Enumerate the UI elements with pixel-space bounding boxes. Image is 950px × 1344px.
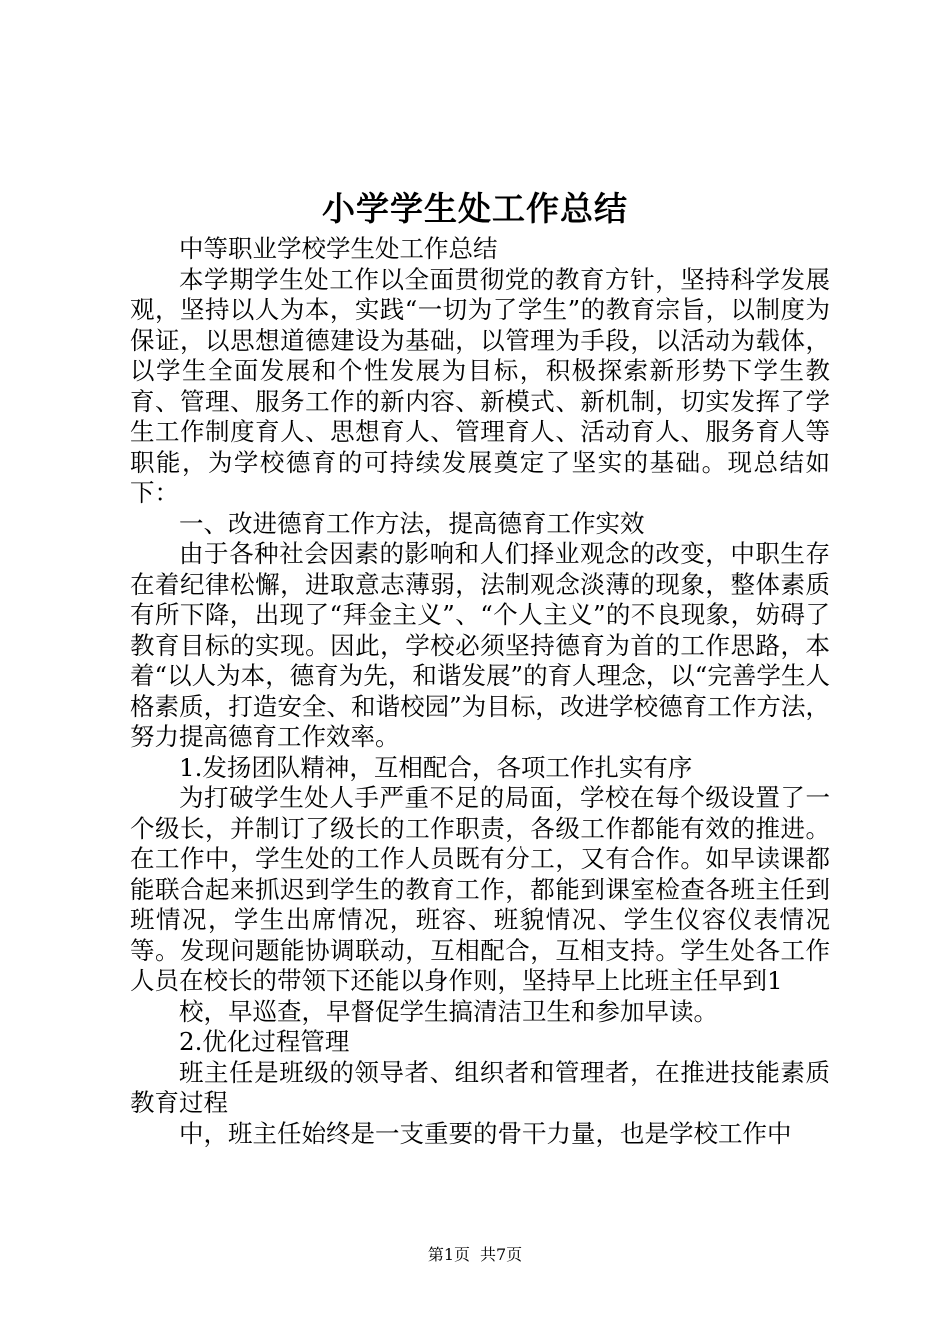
- subsection-heading-2: 2.优化过程管理: [179, 1027, 350, 1056]
- paragraph-continuation: 校，早巡查，早督促学生搞清洁卫生和参加早读。: [179, 996, 718, 1026]
- page-footer: [0, 1244, 950, 1266]
- paragraph-subsection-1: 为打破学生处人手严重不足的局面，学校在每个级设置了一个级长，并制订了级长的工作职责，各级工作都能有效的推进。在工作中，学生处的工作人员既有分工，又有合作。如早读课都能联合起来抓迟到学生的教育工作，都能到课室检查各班主任到班情况，学生出席情况，班容、班貌情况、学生仪容仪表情况等。发现问题能协调联动，互相配合，互相支持。学生处各工作人员在校长的带领下还能以身作则，坚持早上比班主任早到1: [130, 783, 830, 995]
- section-heading-1: 一、改进德育工作方法，提高德育工作实效: [179, 508, 645, 538]
- paragraph-section-1: 由于各种社会因素的影响和人们择业观念的改变，中职生存在着纪律松懈，进取意志薄弱，法制观念淡薄的现象，整体素质有所下降，出现了“拜金主义”、“个人主义”的不良现象，妨碍了教育目标的实现。因此，学校必须坚持德育为首的工作思路，本着“以人为本，德育为先，和谐发展”的育人理念，以“完善学生人格素质，打造安全、和谐校园”为目标，改进学校德育工作方法，努力提高德育工作效率。: [130, 539, 830, 751]
- page-total: 共7页: [480, 1245, 523, 1264]
- document-body: [130, 234, 830, 1149]
- paragraph-subtitle: 中等职业学校学生处工作总结: [179, 234, 498, 263]
- page-number: 第1页: [427, 1245, 470, 1264]
- document-title: 小学学生处工作总结: [322, 189, 628, 228]
- subsection-heading-1: 1.发扬团队精神，互相配合，各项工作扎实有序: [179, 752, 693, 782]
- paragraph-subsection-2-cont: 中，班主任始终是一支重要的骨干力量，也是学校工作中: [179, 1118, 792, 1148]
- paragraph-intro: 本学期学生处工作以全面贯彻党的教育方针，坚持科学发展观，坚持以人为本，实践“一切为了学生”的教育宗旨，以制度为保证，以思想道德建设为基础，以管理为手段，以活动为载体，以学生全面发展和个性发展为目标，积极探索新形势下学生教育、管理、服务工作的新内容、新模式、新机制，切实发挥了学生工作制度育人、思想育人、管理育人、活动育人、服务育人等职能，为学校德育的可持续发展奠定了坚实的基础。现总结如下：: [130, 264, 830, 507]
- paragraph-subsection-2: 班主任是班级的领导者、组织者和管理者，在推进技能素质教育过程: [130, 1057, 830, 1117]
